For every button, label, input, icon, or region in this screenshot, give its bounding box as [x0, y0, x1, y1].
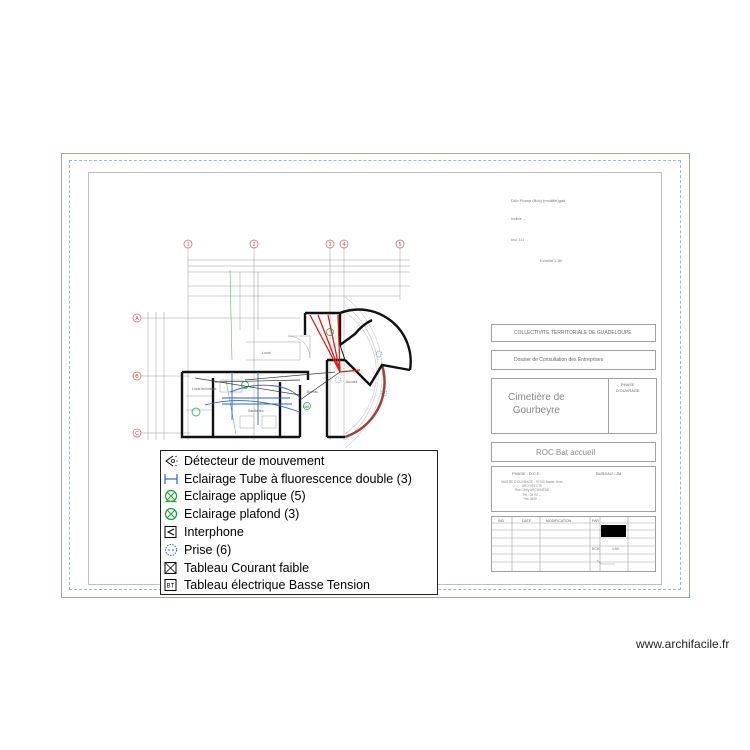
svg-text:BT: BT [166, 583, 175, 590]
legend-label: Interphone [184, 525, 244, 540]
watermark: www.archifacile.fr [636, 637, 730, 651]
info-text-2: Rue Gerty ARCHIMEDE [514, 488, 550, 493]
legend-item [163, 523, 435, 541]
axis-label-4: 4 [342, 242, 346, 248]
legend-label: Eclairage plafond (3) [184, 507, 300, 522]
weak-current-panel-icon [163, 561, 179, 575]
legend-item [163, 577, 435, 595]
client-label: COLLECTIVITE TERRITORIALE DE GUADELOUPE [514, 330, 632, 336]
dossier-label: Dossier de Consultation des Entreprises [514, 357, 604, 363]
rev-ind: IND [498, 519, 505, 523]
legend-item [163, 541, 435, 559]
legend-label: Eclairage applique (5) [184, 489, 306, 504]
legend-label: Tableau électrique Basse Tension [184, 578, 371, 593]
network-lines [226, 270, 236, 434]
motion-detector-icon [163, 454, 179, 468]
legend-label: Détecteur de mouvement [184, 453, 325, 468]
info-text-1: ARCHITECTE [521, 484, 543, 489]
axis-label-a: A [135, 316, 139, 322]
legend-label: Prise (6) [184, 542, 232, 557]
rev-par: PAR [592, 519, 599, 523]
red-wiring [310, 315, 360, 372]
dimension-lines [140, 248, 410, 440]
building-label: ROC Bat accueil [536, 448, 596, 457]
revision-black-cell [601, 525, 626, 537]
blue-wiring [205, 372, 300, 425]
scale-value: 1:50 [612, 547, 619, 551]
legend-panel [160, 450, 438, 595]
low-voltage-panel-icon [163, 578, 179, 592]
fluorescent-tube-icon [163, 472, 179, 486]
axis-label-2: 2 [252, 242, 256, 248]
revision-grid [491, 516, 656, 572]
info-text-0: MAITRE D'OUVRAGE - 97100 Basse-Terre [501, 480, 563, 484]
project-line-2: Gourbeyre [512, 405, 560, 416]
room-label-local: Local [262, 351, 271, 355]
legend-item [163, 505, 435, 523]
legend-item [163, 452, 435, 470]
room-label-local-technique: Local technique [192, 387, 217, 391]
intercom-icon [163, 525, 179, 539]
title-line-2: Indice ... [511, 216, 527, 221]
plan-sockets [335, 351, 387, 396]
axis-label-c: C [135, 431, 139, 437]
phase-line-2: D'OUVRAGE [616, 388, 640, 393]
legend-item [163, 488, 435, 506]
title-line-1: DAo Plomp (Bdc) (modifié)gad [511, 198, 566, 203]
axis-label-1: 1 [186, 242, 190, 248]
legend-label: Eclairage Tube à fluorescence double (3) [184, 471, 412, 486]
axis-labels [135, 242, 401, 437]
info-text-4: Fax 0590 ... [523, 496, 541, 501]
axis-label-5: 5 [398, 242, 402, 248]
phase-line-1: PHASE [621, 382, 635, 387]
axis-label-b: B [135, 374, 139, 380]
project-line-1: Cimetière de [508, 392, 565, 403]
bureau-field: BUREAU : JM [596, 471, 622, 476]
room-label-hall: Hall [303, 405, 310, 409]
socket-icon [163, 543, 179, 557]
title-line-3: Ind. 1/1 [511, 237, 525, 242]
room-details [186, 336, 310, 428]
rev-date: DATE [522, 519, 532, 523]
axis-label-3: 3 [328, 242, 332, 248]
room-label-sanitaires: Sanitaires [248, 409, 264, 413]
info-text-3: Tel : 05 90 ... [522, 492, 542, 497]
phase-field: PHASE : D.C.E [512, 471, 540, 476]
title-line-4: Echelle 1:50 [540, 258, 563, 263]
legend-item [163, 470, 435, 488]
axis-bubbles [133, 240, 404, 437]
dark-wiring [195, 372, 340, 400]
legend-item [163, 559, 435, 577]
room-label-bureau: Bureau [307, 390, 319, 394]
rev-modif: MODIFICATION [546, 519, 572, 523]
room-label-accueil: Accueil [346, 380, 358, 384]
scale-label: ECH [592, 547, 600, 551]
legend-label: Tableau Courant faible [184, 560, 310, 575]
ceiling-light-icon [163, 507, 179, 521]
walls [182, 313, 410, 437]
wall-light-icon [163, 489, 179, 503]
